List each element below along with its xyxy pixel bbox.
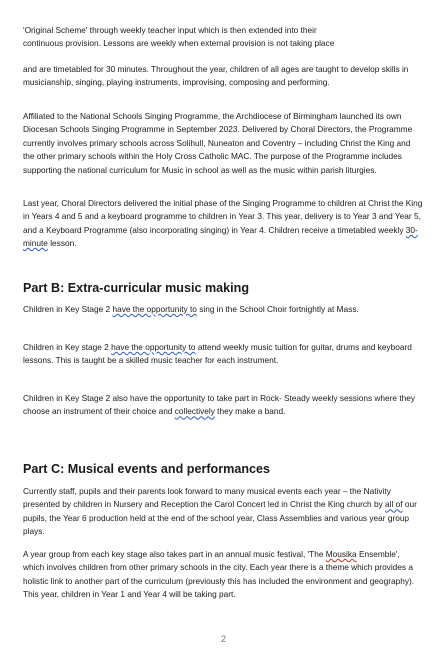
paragraph-musical-events: Currently staff, pupils and their parents look forward to many musical events each year – the Nativity presented by children in Nursery and Reception the Carol Concert led in Christ the King church by all of our pupils, the Year 6 production held at the end of the school year, Class Assemblies and various year group plays. xyxy=(23,486,417,537)
paragraph-music-tuition: Children in Key stage 2 have the opportunity to attend weekly music tuition for guitar, drums and keyboard lessons. This is taught be a skilled music teacher for each instrument. xyxy=(23,342,412,366)
spelling-flagged-text: Mousika xyxy=(325,549,357,559)
paragraph-music-festival: A year group from each key stage also takes part in an annual music festival, 'The Mousika Ensemble', which involves children from other primary schools in the city. Each year there is a theme which provides a holistic link to another part of the curriculum (previously this has included the environment and geography). This year, children in Year 1 and Year 4 will be taking part. xyxy=(23,549,415,600)
paragraph-rock-steady: Children in Key Stage 2 also have the opportunity to take part in Rock- Steady weekly sessions where they choose an instrument of their choice and collectively they make a band. xyxy=(23,393,416,417)
line-2: continuous provision. Lessons are weekly when external provision is not taking place xyxy=(23,38,335,49)
paragraph-last-year: Last year, Choral Directors delivered the initial phase of the Singing Programme to children at Christ the King in Years 4 and 5 and a keyboard programme to children in Year 3. This year, delivery is to Year 3 and Year 5, and a Keyboard Programme (also incorporating singing) in Year 4. Children receive a timetabled weekly 30-minute lesson. xyxy=(23,198,423,249)
paragraph-timetabled: and are timetabled for 30 minutes. Throughout the year, children of all ages are taught to develop skills in musicianship, singing, playing instruments, improvising, composing and performing. xyxy=(23,64,409,88)
grammar-flagged-text: 30-minute xyxy=(23,224,418,249)
paragraph-original-scheme xyxy=(23,24,423,51)
paragraph-school-choir: Children in Key Stage 2 have the opportunity to sing in the School Choir fortnightly at Mass. xyxy=(23,304,359,314)
grammar-flagged-text: all of xyxy=(385,499,403,510)
page-number: 2 xyxy=(220,634,226,644)
heading-part-b: Part B: Extra-curricular music making xyxy=(23,281,250,295)
heading-part-c: Part C: Musical events and performances xyxy=(23,462,271,476)
line-1: 'Original Scheme' through weekly teacher input which is then extended into their xyxy=(23,25,317,35)
grammar-flagged-text: collectively xyxy=(174,406,215,417)
paragraph-singing-programme: Affiliated to the National Schools Singing Programme, the Archdiocese of Birmingham launched its own Diocesan Schools Singing Programme in September 2023. Delivered by Choral Directors, the Programme currently involves primary schools across Solihull, Nuneaton and Coventry – including Christ the King and the other primary schools within the Holy Cross Catholic MAC. The purpose of the Programme includes supporting the national curriculum for Music in school as well as the music within parish liturgies. xyxy=(23,111,413,175)
grammar-flagged-text: have the opportunity to xyxy=(112,304,197,314)
grammar-flagged-text: have the opportunity to xyxy=(111,342,196,352)
